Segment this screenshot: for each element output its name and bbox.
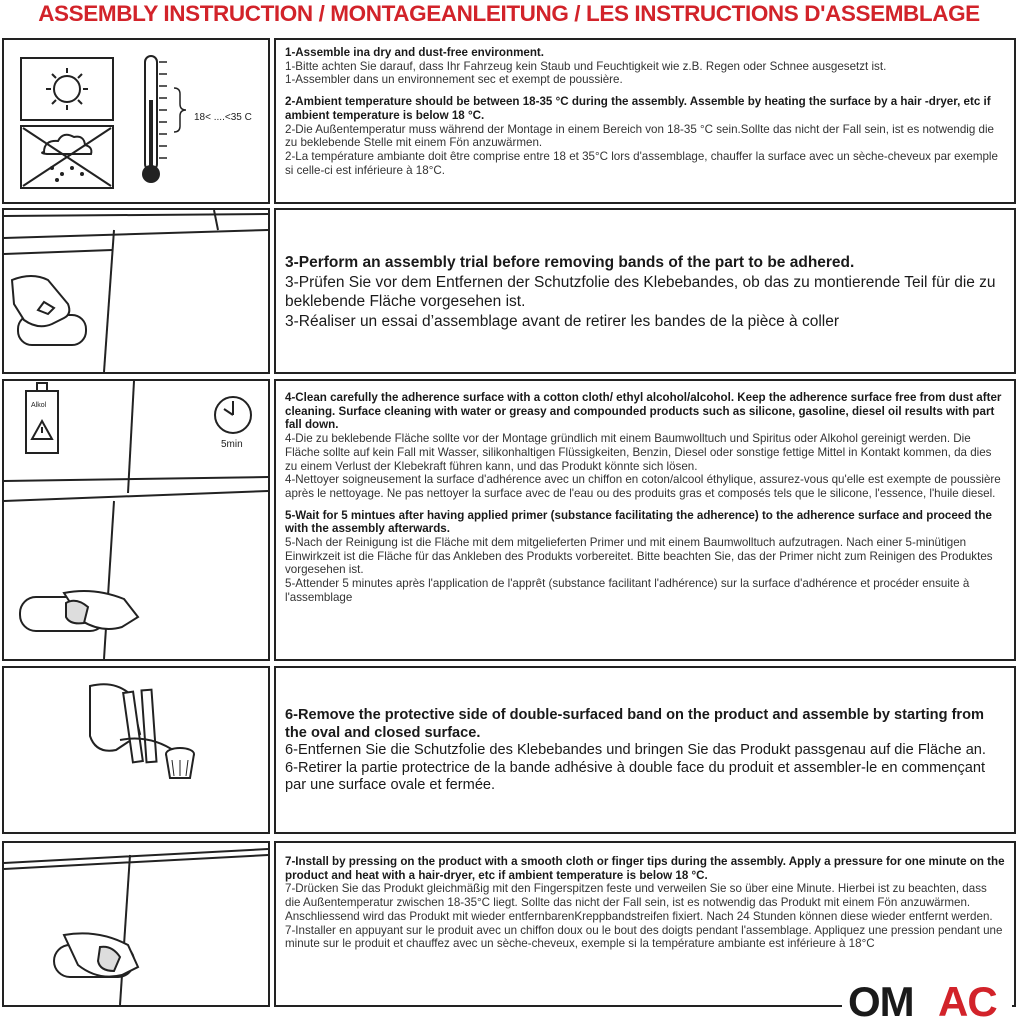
- step-2-fr: 2-La température ambiante doit être comprise entre 18 et 35°C lors d'assemblage, chauffer la surface avec un sèche-cheveux par exemple si celle-ci est inférieure à 18°C.: [285, 149, 998, 177]
- no-rain-icon: [23, 128, 111, 186]
- step-6-illustration: [2, 666, 270, 834]
- step-6-de: 6-Entfernen Sie die Schutzfolie des Klebebandes und bringen Sie das Produkt passgenau auf die Fläche an.: [285, 742, 986, 759]
- step-5-de: 5-Nach der Reinigung ist die Fläche mit dem mitgelieferten Primer und mit einem Baumwolltuch aufzutragen. Nach einer 5-minütigen Einwirkzeit ist die Fläche für das Ankleben des Produkts vorbereitet. Bitte beachten Sie, das der Primer nicht zum Reinigen des Produktes vorgesehen ist.: [285, 536, 993, 577]
- logo-text-om: OM: [848, 978, 914, 1022]
- temperature-range-label: 18< ....<35 C: [194, 112, 252, 123]
- step-4-fr: 4-Nettoyer soigneusement la surface d'adhérence avec un chiffon en coton/alcool éthylique, assurez-vous qu'elle est exempte de poussière après le nettoyage. Ne pas nettoyer la surface avec de l'eau ou des produits gras et composés tels que le silicone, l'essence, l'huile diesel.: [285, 473, 1001, 500]
- step-7-fr: 7-Installer en appuyant sur le produit avec un chiffon doux ou le bout des doigts pendant l'assemblage. Appliquez une pression pendant une minute sur le produit et chauffez avec un sèche-cheveux, exemple si la température ambiante est inférieure à 18°C: [285, 923, 1003, 951]
- step-1-fr: 1-Assembler dans un environnement sec et exempt de poussière.: [285, 73, 623, 87]
- bottle-label: Alkol: [31, 402, 47, 409]
- thermometer-icon: [142, 56, 186, 183]
- step-3-de: 3-Prüfen Sie vor dem Entfernen der Schutzfolie des Klebebandes, ob das zu montierende Teil für die zu beklebende Fläche vorgesehen ist.: [285, 273, 996, 310]
- step-4-de: 4-Die zu beklebende Fläche sollte vor der Montage gründlich mit einem Baumwolltuch und Spiritus oder Alkohol gereinigt werden. Die Fläche sollte auf kein Fall mit Wasser, silikonhaltigen Flüssigkeiten, Benzin, Diesel oder sonstige fettige Mittel in Kontakt kommen, da dies zu einem Verlust der Klebekraft führen kann, und das Produkt könnte sich lösen.: [285, 432, 992, 473]
- step-3-en: 3-Perform an assembly trial before removing bands of the part to be adhered.: [285, 254, 855, 271]
- step-6-text: [274, 666, 1016, 834]
- step-1-2-text: [274, 38, 1016, 204]
- step-3-text: [274, 208, 1016, 374]
- step-2-en: 2-Ambient temperature should be between 18-35 °C during the assembly. Assemble by heating the surface by a hair -dryer, etc if ambient temperature is below 18 °C.: [285, 95, 991, 122]
- step-1-2-illustration: [2, 38, 270, 204]
- step-7-illustration: [2, 841, 270, 1007]
- step-1-de: 1-Bitte achten Sie darauf, dass Ihr Fahrzeug kein Staub und Feuchtigkeit wie z.B. Regen oder Schnee ausgesetzt ist.: [285, 59, 887, 73]
- hand-removing-tape-icon: [90, 684, 194, 778]
- hand-holding-part-icon: [12, 276, 86, 345]
- omac-logo: [842, 978, 1012, 1022]
- logo-text-ac: AC: [938, 978, 997, 1022]
- page-title: ASSEMBLY INSTRUCTION / MONTAGEANLEITUNG / LES INSTRUCTIONS D'ASSEMBLAGE: [38, 1, 980, 26]
- step-4-en: 4-Clean carefully the adherence surface with a cotton cloth/ ethyl alcohol/alcohol. Keep the adherence surface free from dust after cleaning. Surface cleaning with water or greasy and compounded products such as silicone, gasoline, diesel oil results with part fall down.: [285, 391, 1002, 432]
- clock-label: 5min: [221, 439, 243, 450]
- step-7-en: 7-Install by pressing on the product with a smooth cloth or finger tips during the assembly. Apply a pressure for one minute on the product and heat with a hair-dryer, etc if ambient temperature is below 18 °C.: [285, 855, 1005, 882]
- step-5-en: 5-Wait for 5 mintues after having applied primer (substance facilitating the adherence) to the adherence surface and proceed the with the assembly afterwards.: [285, 508, 992, 536]
- step-4-5-illustration: [2, 379, 270, 661]
- step-1-en: 1-Assemble ina dry and dust-free environment.: [285, 46, 544, 59]
- step-4-5-text: [274, 379, 1016, 661]
- step-2-de: 2-Die Außentemperatur muss während der Montage in einem Bereich von 18-35 °C sein.Sollte das nicht der Fall sein, ist es notwendig die zu beklebende Stelle mit einem Fön anzuwärmen.: [285, 122, 995, 150]
- clock-icon: [215, 397, 251, 433]
- step-5-fr: 5-Attender 5 minutes après l'application de l'apprêt (substance facilitant l'adhérence) sur la surface d'adhérence et procéder ensuite à l'assemblage: [285, 577, 970, 604]
- sun-icon: [46, 68, 88, 110]
- hand-pressing-icon: [54, 933, 138, 977]
- alcohol-bottle-icon: [26, 383, 58, 453]
- step-6-en: 6-Remove the protective side of double-surfaced band on the product and assemble by starting from the oval and closed surface.: [285, 707, 984, 741]
- step-6-fr: 6-Retirer la partie protectrice de la bande adhésive à double face du produit et assembler-le en commençant par une surface ovale et fermée.: [285, 759, 986, 794]
- step-3-illustration: [2, 208, 270, 374]
- step-3-fr: 3-Réaliser un essai d’assemblage avant de retirer les bandes de la pièce à coller: [285, 312, 840, 330]
- step-7-de: 7-Drücken Sie das Produkt gleichmäßig mit den Fingerspitzen feste und verweilen Sie so über eine Minute. Hierbei ist zu beachten, dass die Außentemperatur zwischen 18-35°C liegt. Sollte das nicht der Fall sein, ist es notwendig das Produkt mit einem Fön anzuwärmen. Anschliessend wird das Produkt mit wieder entfernbarenKreppbandstreifen fixiert. Nach 24 Stunden können diese wieder entfernt werden.: [285, 882, 993, 923]
- hand-cleaning-icon: [20, 591, 138, 631]
